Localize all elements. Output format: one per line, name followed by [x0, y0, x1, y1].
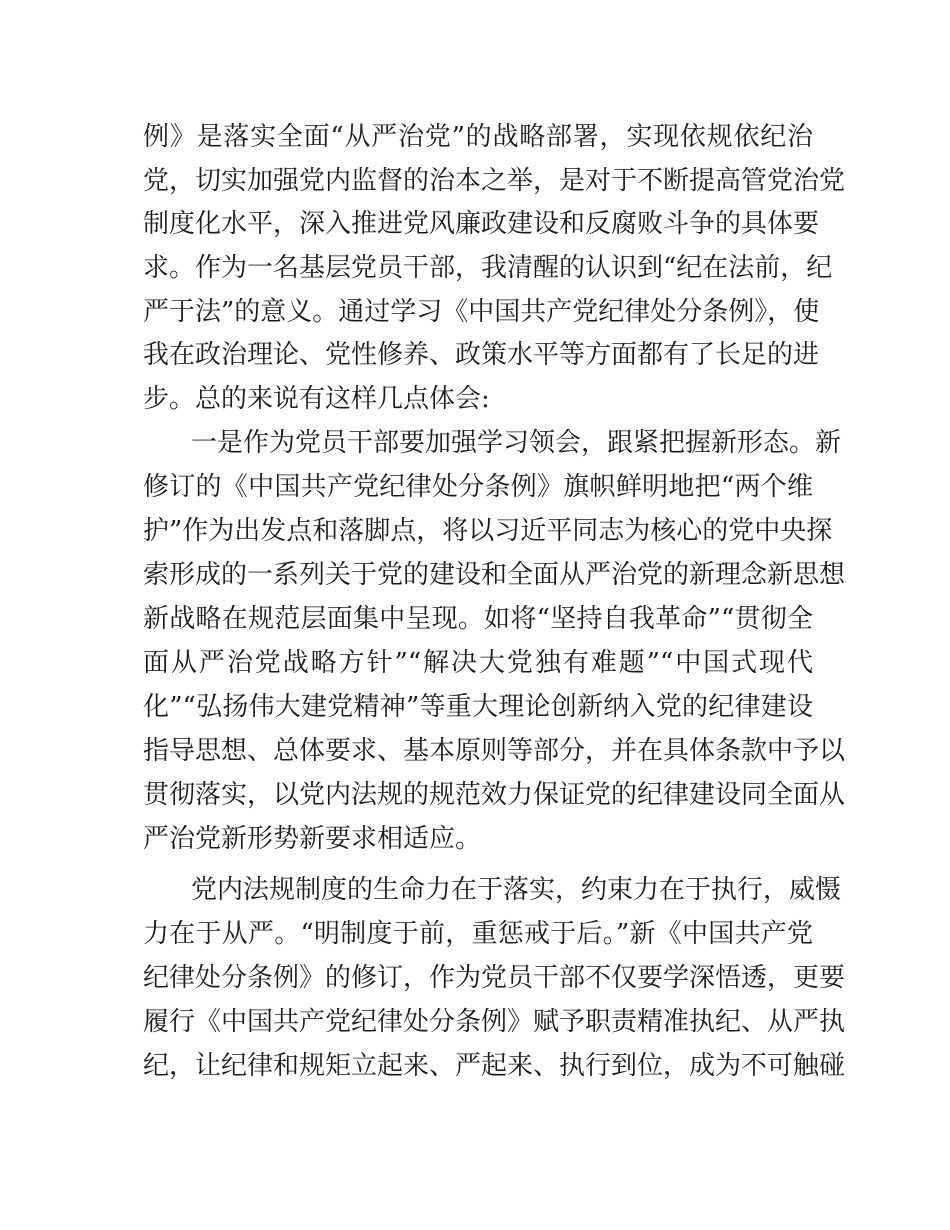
paragraph-2-line-8: 指导思想、总体要求、基本原则等部分，并在具体条款中予以	[143, 736, 846, 766]
paragraph-2-line-5: 新战略在规范层面集中呈现。如将“坚持自我革命”“贯彻全	[143, 604, 813, 634]
paragraph-3-line-4: 履行《中国共产党纪律处分条例》赋予职责精准执纪、从严执	[143, 1007, 846, 1037]
paragraph-3-line-2: 力在于从严。“明制度于前，重惩戒于后。”新《中国共产党	[143, 919, 813, 949]
paragraph-1-line-7: 步。总的来说有这样几点体会:	[143, 384, 490, 414]
paragraph-1-line-2: 党，切实加强党内监督的治本之举，是对于不断提高管党治党	[143, 166, 846, 196]
paragraph-1-line-5: 严于法”的意义。通过学习《中国共产党纪律处分条例》，使	[143, 297, 820, 327]
paragraph-1-line-6: 我在政治理论、党性修养、政策水平等方面都有了长足的进	[143, 340, 820, 370]
paragraph-1-line-3: 制度化水平，深入推进党风廉政建设和反腐败斗争的具体要	[143, 209, 820, 239]
paragraph-3-line-3: 纪律处分条例》的修订，作为党员干部不仅要学深悟透，更要	[143, 963, 846, 993]
paragraph-2-line-9: 贯彻落实，以党内法规的规范效力保证党的纪律建设同全面从	[143, 780, 846, 810]
paragraph-3-line-1: 党内法规制度的生命力在于落实，约束力在于执行，威慑	[191, 875, 842, 905]
paragraph-3-line-5: 纪，让纪律和规矩立起来、严起来、执行到位，成为不可触碰	[143, 1051, 846, 1081]
paragraph-1-line-1: 例》是落实全面“从严治党”的战略部署，实现依规依纪治	[143, 122, 813, 152]
paragraph-2-line-4: 索形成的一系列关于党的建设和全面从严治党的新理念新思想	[143, 560, 846, 590]
paragraph-1-line-4: 求。作为一名基层党员干部，我清醒的认识到“纪在法前，纪	[143, 253, 833, 283]
paragraph-2-line-6: 面从严治党战略方针”“解决大党独有难题”“中国式现代	[143, 648, 813, 678]
paragraph-2-line-7: 化”“弘扬伟大建党精神”等重大理论创新纳入党的纪律建设	[143, 692, 813, 722]
paragraph-2-line-1: 一是作为党员干部要加强学习领会，跟紧把握新形态。新	[191, 428, 842, 458]
paragraph-2-line-10: 严治党新形势新要求相适应。	[143, 824, 482, 854]
paragraph-2-line-2: 修订的《中国共产党纪律处分条例》旗帜鲜明地把“两个维	[143, 472, 813, 502]
paragraph-2-line-3: 护”作为出发点和落脚点，将以习近平同志为核心的党中央探	[143, 516, 833, 546]
